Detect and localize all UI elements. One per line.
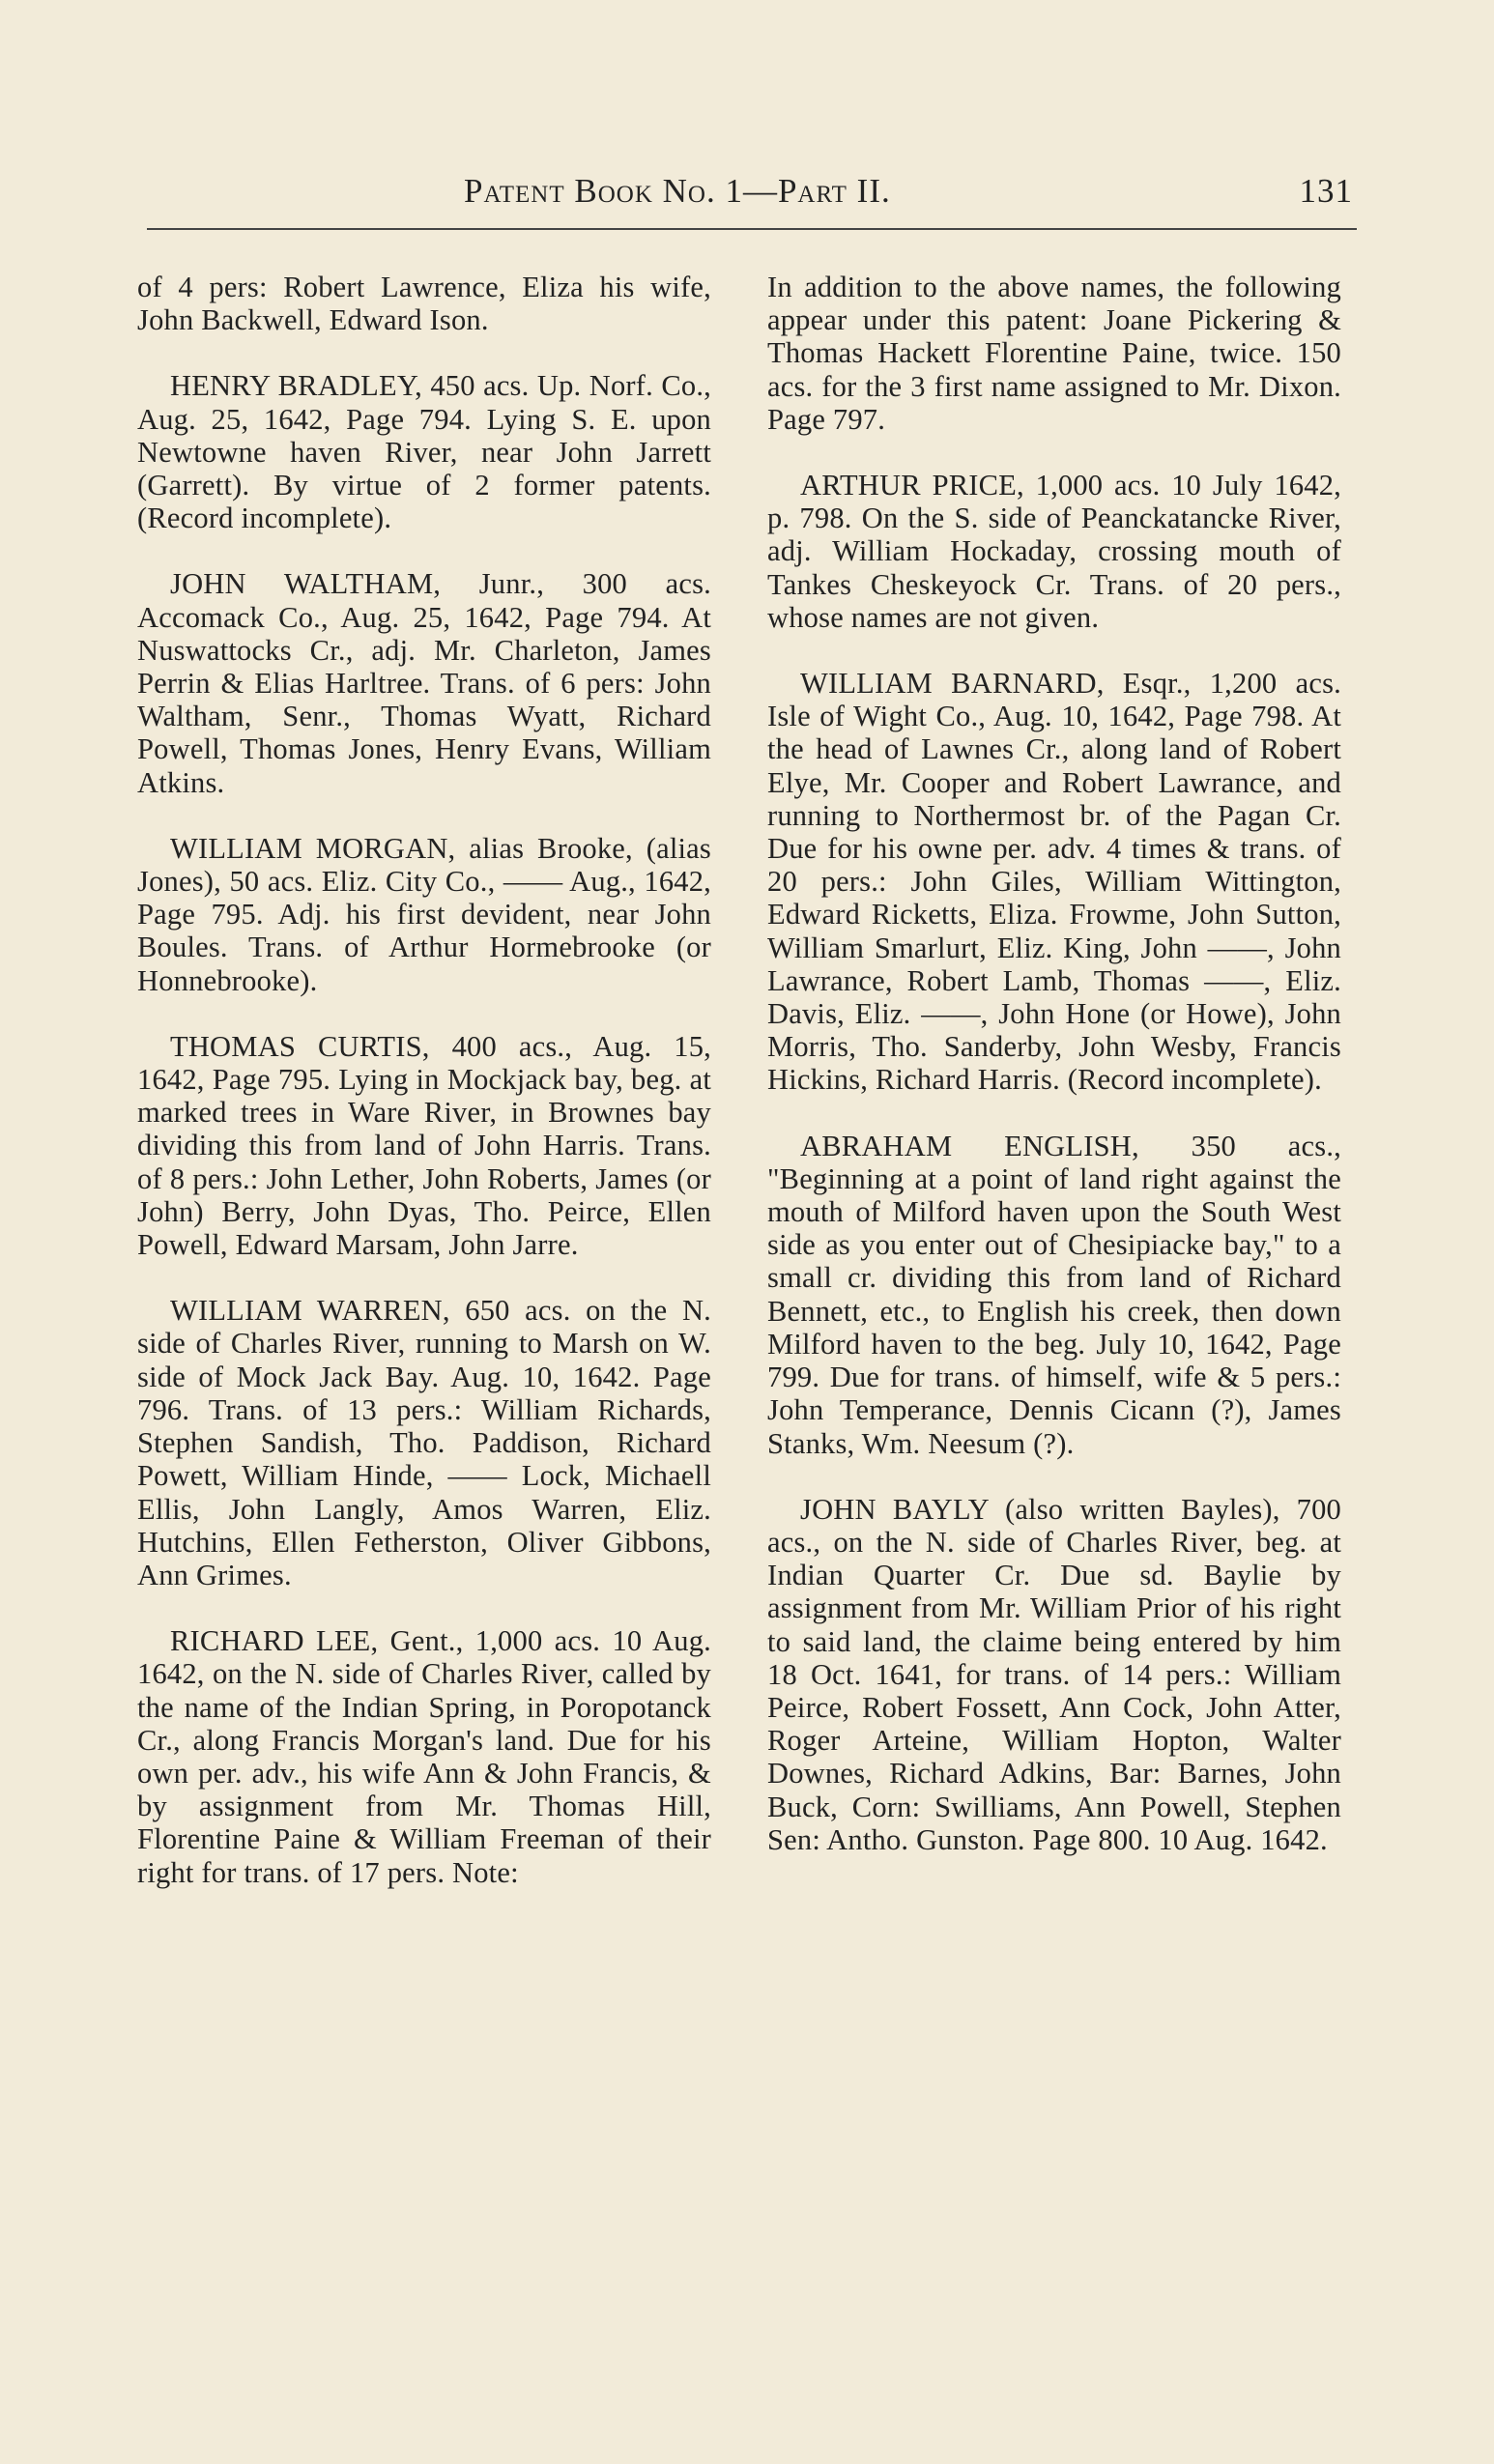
entry-john-waltham: JOHN WALTHAM, Junr., 300 acs. Accomack Co., Aug. 25, 1642, Page 794. At Nuswattocks Cr., adj. Mr. Charleton, James Perrin & Elias Harltree. Trans. of 6 pers: John Waltham, Senr., Thomas Wyatt, Richard Powell, Thomas Jones, Henry Evans, William Atkins. <box>137 567 711 799</box>
entry-arthur-price: ARTHUR PRICE, 1,000 acs. 10 July 1642, p. 798. On the S. side of Peanckatancke River, adj. William Hockaday, crossing mouth of Tankes Cheskeyock Cr. Trans. of 20 pers., whose names are not given. <box>767 469 1341 634</box>
running-title: Patent Book No. 1—Part II. <box>464 172 891 210</box>
header-rule <box>147 228 1357 230</box>
entry-william-morgan: WILLIAM MORGAN, alias Brooke, (alias Jones), 50 acs. Eliz. City Co., —— Aug., 1642, Page 795. Adj. his first devident, near John Boules. Trans. of Arthur Hormebrooke (or Honnebrooke). <box>137 831 711 997</box>
entry-john-bayly: JOHN BAYLY (also written Bayles), 700 acs., on the N. side of Charles River, beg. at Indian Quarter Cr. Due sd. Baylie by assignment from Mr. William Prior of his right to said land, the claime being entered by him 18 Oct. 1641, for trans. of 14 pers.: William Peirce, Robert Fossett, Ann Cock, John Atter, Roger Arteine, William Hopton, Walter Downes, Richard Adkins, Bar: Barnes, John Buck, Corn: Swilliams, Ann Powell, Stephen Sen: Antho. Gunston. Page 800. 10 Aug. 1642. <box>767 1492 1341 1856</box>
left-column <box>137 271 711 1922</box>
paragraph-continuation: of 4 pers: Robert Lawrence, Eliza his wife, John Backwell, Edward Ison. <box>137 271 711 337</box>
paragraph-continuation-note: In addition to the above names, the following appear under this patent: Joane Pickering & Thomas Hackett Florentine Paine, twice. 150 acs. for the 3 first name assigned to Mr. Dixon. Page 797. <box>767 271 1341 436</box>
entry-william-warren: WILLIAM WARREN, 650 acs. on the N. side of Charles River, running to Marsh on W. side of Mock Jack Bay. Aug. 10, 1642. Page 796. Trans. of 13 pers.: William Richards, Stephen Sandish, Tho. Paddison, Richard Powett, William Hinde, —— Lock, Michaell Ellis, John Langly, Amos Warren, Eliz. Hutchins, Ellen Fetherston, Oliver Gibbons, Ann Grimes. <box>137 1294 711 1591</box>
right-column <box>767 271 1341 1889</box>
page-number: 131 <box>1299 172 1353 210</box>
entry-richard-lee: RICHARD LEE, Gent., 1,000 acs. 10 Aug. 1642, on the N. side of Charles River, called by the name of the Indian Spring, in Poropotanck Cr., along Francis Morgan's land. Due for his own per. adv., his wife Ann & John Francis, & by assignment from Mr. Thomas Hill, Florentine Paine & William Freeman of their right for trans. of 17 pers. Note: <box>137 1624 711 1889</box>
entry-henry-bradley: HENRY BRADLEY, 450 acs. Up. Norf. Co., Aug. 25, 1642, Page 794. Lying S. E. upon Newtowne haven River, near John Jarrett (Garrett). By virtue of 2 former patents. (Record incomplete). <box>137 369 711 535</box>
entry-thomas-curtis: THOMAS CURTIS, 400 acs., Aug. 15, 1642, Page 795. Lying in Mockjack bay, beg. at marked trees in Ware River, in Brownes bay dividing this from land of John Harris. Trans. of 8 pers.: John Lether, John Roberts, James (or John) Berry, John Dyas, Tho. Peirce, Ellen Powell, Edward Marsam, John Jarre. <box>137 1029 711 1262</box>
running-header <box>454 172 1353 226</box>
entry-abraham-english: ABRAHAM ENGLISH, 350 acs., "Beginning at a point of land right against the mouth of Milford haven upon the South West side as you enter out of Chesipiacke bay," to a small cr. dividing this from land of Richard Bennett, etc., to English his creek, then down Milford haven to the beg. July 10, 1642, Page 799. Due for trans. of himself, wife & 5 pers.: John Temperance, Dennis Cicann (?), James Stanks, Wm. Neesum (?). <box>767 1129 1341 1460</box>
entry-william-barnard: WILLIAM BARNARD, Esqr., 1,200 acs. Isle of Wight Co., Aug. 10, 1642, Page 798. At the head of Lawnes Cr., along land of Robert Elye, Mr. Cooper and Robert Lawrance, and running to Northermost br. of the Pagan Cr. Due for his owne per. adv. 4 times & trans. of 20 pers.: John Giles, William Wittington, Edward Ricketts, Eliza. Frowme, John Sutton, William Smarlurt, Eliz. King, John ——, John Lawrance, Robert Lamb, Thomas ——, Eliz. Davis, Eliz. ——, John Hone (or Howe), John Morris, Tho. Sanderby, John Wesby, Francis Hickins, Richard Harris. (Record incomplete). <box>767 667 1341 1097</box>
